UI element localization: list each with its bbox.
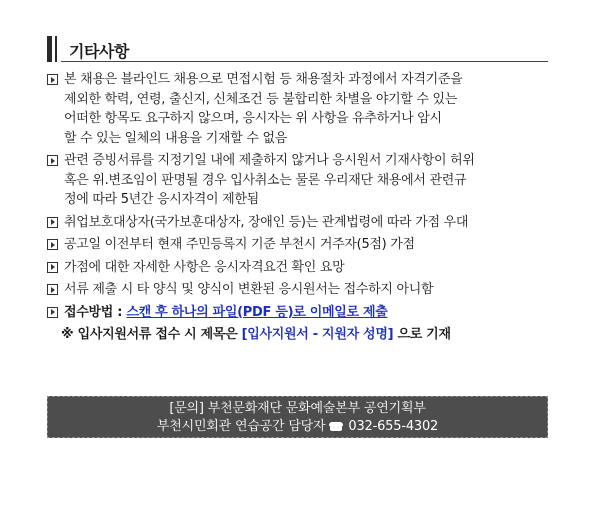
- contact-box: [47, 396, 548, 438]
- title-format-note: [47, 325, 557, 345]
- contact-line-1: [문의] 부천문화재단 문화예술본부 공연기획부: [169, 401, 426, 416]
- submission-item: [47, 303, 557, 323]
- arrow-box-icon: [47, 239, 58, 250]
- note-prefix: ※ 입사지원서류 접수 시 제목은: [61, 327, 242, 342]
- submission-label: 접수방법: [64, 304, 114, 320]
- contact-phone: 032-655-4302: [348, 419, 439, 434]
- contact-person: 부천시민회관 연습공간 담당자: [156, 419, 326, 434]
- item-line: 공고일 이전부터 현재 주민등록지 기준 부천시 거주자(5점) 가점: [64, 237, 415, 252]
- item-line: 취업보호대상자(국가보훈대상자, 장애인 등)는 관계법령에 따라 가점 우대: [64, 214, 469, 230]
- arrow-box-icon: [47, 262, 58, 273]
- arrow-box-icon: [47, 307, 58, 318]
- item-line: 정에 따라 5년간 응시자격이 제한됨: [64, 192, 259, 207]
- item-line: 어떠한 항목도 요구하지 않으며, 응시자는 위 사항을 유추하거나 암시: [64, 111, 442, 126]
- note-highlight: [입사지원서 - 지원자 성명]: [241, 327, 394, 342]
- arrow-box-icon: [47, 217, 58, 228]
- telephone-icon: [329, 422, 343, 431]
- item-line: 본 채용은 블라인드 채용으로 면접시험 등 채용절차 과정에서 자격기준을: [64, 72, 463, 87]
- list-item: [47, 235, 557, 255]
- item-line: 제외한 학력, 연령, 출신지, 신체조건 등 불합리한 차별을 야기할 수 있는: [64, 91, 458, 107]
- contact-line-2: [48, 418, 547, 435]
- section-title: 기타사항: [69, 42, 129, 61]
- item-line: 관련 증빙서류를 지정기일 내에 제출하지 않거나 응시원서 기재사항이 허위: [64, 153, 475, 168]
- list-item: [47, 280, 557, 300]
- list-item: [47, 151, 557, 210]
- item-line: 서류 제출 시 타 양식 및 양식이 변환된 응시원서는 접수하지 아니함: [64, 282, 434, 297]
- item-line: 가점에 대한 자세한 사항은 응시자격요건 확인 요망: [64, 259, 345, 275]
- list-item: [47, 213, 557, 233]
- item-line: 혹은 위.변조임이 판명될 경우 입사취소는 물론 우리재단 채용에서 관련규: [64, 172, 467, 188]
- submission-separator: :: [113, 304, 127, 320]
- list-item: [47, 258, 557, 278]
- note-suffix: 으로 기재: [393, 327, 451, 342]
- arrow-box-icon: [47, 74, 58, 85]
- list-item: [47, 70, 557, 148]
- submission-method: 스캔 후 하나의 파일(PDF 등)로 이메일로 제출: [126, 304, 388, 320]
- heading-underline: [61, 61, 548, 62]
- heading-bar-thin-icon: [55, 36, 57, 62]
- notes-list: [47, 70, 557, 345]
- heading-bar-icon: [47, 36, 52, 62]
- arrow-box-icon: [47, 155, 58, 166]
- arrow-box-icon: [47, 284, 58, 295]
- item-line: 할 수 있는 일체의 내용을 기재할 수 없음: [64, 130, 287, 146]
- section-heading: [47, 36, 548, 62]
